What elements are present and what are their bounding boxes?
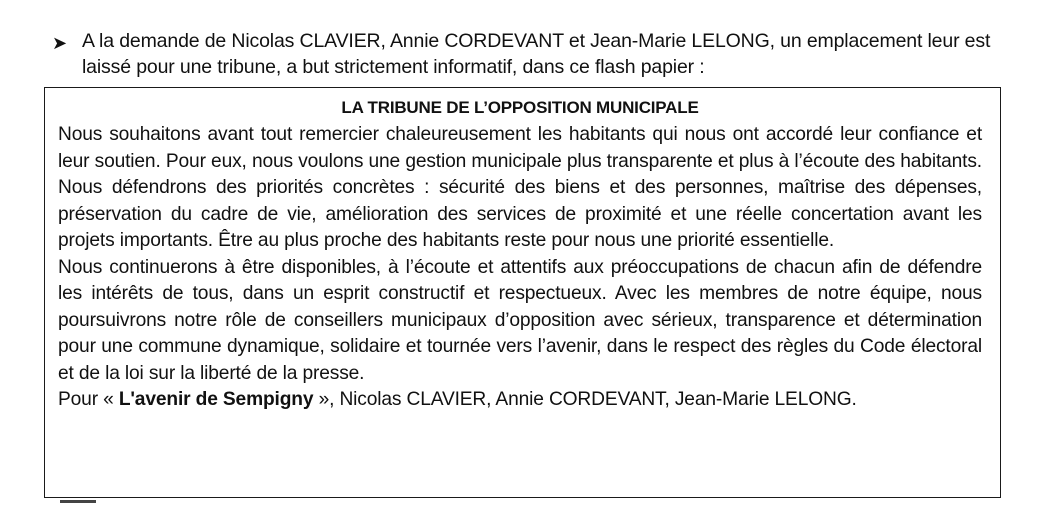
tribune-paragraph-1: Nous souhaitons avant tout remercier chaleureusement les habitants qui nous ont accordé leur confiance et leur soutien. Pour eux, nous voulons une gestion municipale plus transparente et plus à l’écoute des habitants. Nous défendrons des priorités concrètes : sécurité des biens et des personnes, maîtrise des dépenses, préservation du cadre de vie, amélioration des services de proximité et une réelle concertation avant les projets importants. Être au plus proche des habitants reste pour nous une priorité essentielle. <box>58 124 982 251</box>
tribune-box <box>44 87 1001 498</box>
tribune-title: LA TRIBUNE DE L’OPPOSITION MUNICIPALE <box>341 98 699 117</box>
signature-suffix: », Nicolas CLAVIER, Annie CORDEVANT, Jean-Marie LELONG. <box>313 389 857 410</box>
intro-text: A la demande de Nicolas CLAVIER, Annie CORDEVANT et Jean-Marie LELONG, un emplacement leur est laissé pour une tribune, a but strictement informatif, dans ce flash papier : <box>82 30 991 78</box>
signature-group-name: L'avenir de Sempigny <box>118 389 314 410</box>
intro-bullet <box>52 28 1002 80</box>
tribune-signature <box>58 387 982 414</box>
right-arrowhead-icon: ➤ <box>52 33 68 53</box>
tribune-paragraph-2: Nous continuerons à être disponibles, à l’écoute et attentifs aux préoccupations de chacun afin de défendre les intérêts de tous, dans un esprit constructif et respectueux. Avec les membres de notre équipe, nous poursuivrons notre rôle de conseillers municipaux d’opposition avec sérieux, transparence et détermination pour une commune dynamique, solidaire et tournée vers l’avenir, dans le respect des règles du Code électoral et de la loi sur la liberté de la presse. <box>58 256 982 384</box>
signature-prefix: Pour « <box>58 389 119 410</box>
scan-artifact-mark <box>60 500 96 503</box>
